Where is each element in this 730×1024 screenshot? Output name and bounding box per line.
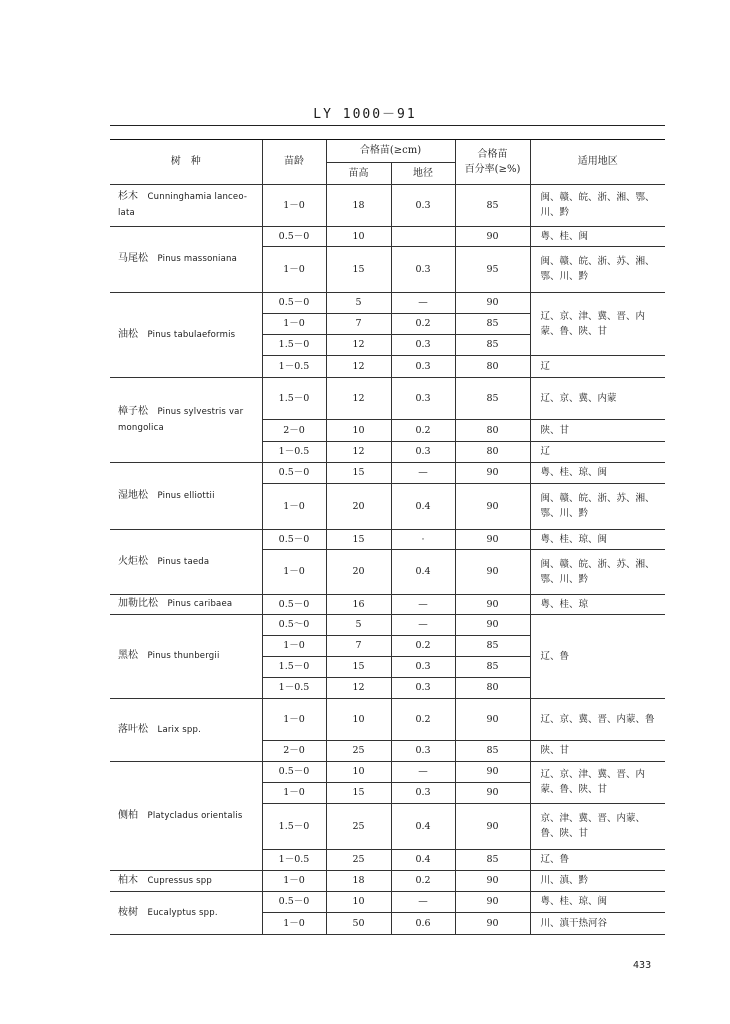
diameter-cell: 0.2 xyxy=(391,870,455,891)
diameter-cell: 0.4 xyxy=(391,483,455,529)
age-cell: 1.5－0 xyxy=(262,656,326,677)
percent-cell: 90 xyxy=(455,698,530,740)
age-cell: 0.5－0 xyxy=(262,226,326,246)
age-cell: 1－0 xyxy=(262,549,326,594)
diameter-cell xyxy=(391,226,455,246)
area-cell: 闽、赣、皖、浙、苏、湘、鄂、川、黔 xyxy=(530,246,665,292)
age-cell: 1.5－0 xyxy=(262,334,326,355)
col-height: 苗高 xyxy=(326,162,391,184)
height-cell: 15 xyxy=(326,656,391,677)
species-cell: 柏木 Cupressus spp xyxy=(110,870,262,891)
percent-cell: 90 xyxy=(455,870,530,891)
percent-cell: 85 xyxy=(455,377,530,419)
percent-cell: 90 xyxy=(455,529,530,549)
height-cell: 7 xyxy=(326,313,391,334)
diameter-cell: — xyxy=(391,594,455,614)
diameter-cell: 0.6 xyxy=(391,912,455,934)
diameter-cell: 0.3 xyxy=(391,782,455,803)
percent-cell: 95 xyxy=(455,246,530,292)
height-cell: 12 xyxy=(326,677,391,698)
diameter-cell: — xyxy=(391,761,455,782)
percent-cell: 85 xyxy=(455,740,530,761)
area-cell: 陕、甘 xyxy=(530,419,665,441)
species-cell: 油松 Pinus tabulaeformis xyxy=(110,292,262,377)
height-cell: 18 xyxy=(326,184,391,226)
area-cell: 闽、赣、皖、浙、湘、鄂、川、黔 xyxy=(530,184,665,226)
height-cell: 50 xyxy=(326,912,391,934)
table-row xyxy=(110,462,665,483)
height-cell: 15 xyxy=(326,529,391,549)
col-area: 适用地区 xyxy=(530,140,665,184)
age-cell: 1－0 xyxy=(262,184,326,226)
table-row xyxy=(110,226,665,246)
age-cell: 0.5－0 xyxy=(262,594,326,614)
area-cell: 闽、赣、皖、浙、苏、湘、鄂、川、黔 xyxy=(530,549,665,594)
area-cell: 辽、鲁 xyxy=(530,614,665,698)
height-cell: 25 xyxy=(326,849,391,870)
height-cell: 25 xyxy=(326,803,391,849)
area-cell: 粤、桂、闽 xyxy=(530,226,665,246)
table-row xyxy=(110,377,665,419)
percent-cell: 85 xyxy=(455,313,530,334)
col-qualified-group: 合格苗(≥cm) xyxy=(326,140,455,162)
species-cell: 加勒比松 Pinus caribaea xyxy=(110,594,262,614)
diameter-cell: 0.3 xyxy=(391,355,455,377)
table-row xyxy=(110,870,665,891)
standard-code-header: LY 1000－91 xyxy=(313,107,417,122)
diameter-cell: 0.2 xyxy=(391,313,455,334)
height-cell: 16 xyxy=(326,594,391,614)
percent-cell: 80 xyxy=(455,355,530,377)
diameter-cell: 0.4 xyxy=(391,849,455,870)
diameter-cell: 0.2 xyxy=(391,419,455,441)
area-cell: 辽 xyxy=(530,355,665,377)
area-cell: 辽、京、冀、内蒙 xyxy=(530,377,665,419)
height-cell: 15 xyxy=(326,782,391,803)
age-cell: 1－0 xyxy=(262,246,326,292)
height-cell: 10 xyxy=(326,698,391,740)
percent-cell: 85 xyxy=(455,656,530,677)
species-cell: 落叶松 Larix spp. xyxy=(110,698,262,761)
diameter-cell: · xyxy=(391,529,455,549)
diameter-cell: — xyxy=(391,462,455,483)
diameter-cell: 0.3 xyxy=(391,740,455,761)
species-cell: 桉树 Eucalyptus spp. xyxy=(110,891,262,934)
age-cell: 1.5－0 xyxy=(262,377,326,419)
seedling-standard-table xyxy=(110,140,665,935)
area-cell: 陕、甘 xyxy=(530,740,665,761)
diameter-cell: 0.4 xyxy=(391,803,455,849)
diameter-cell: 0.3 xyxy=(391,184,455,226)
percent-cell: 90 xyxy=(455,226,530,246)
age-cell: 1－0.5 xyxy=(262,441,326,462)
area-cell: 川、滇干热河谷 xyxy=(530,912,665,934)
height-cell: 7 xyxy=(326,635,391,656)
age-cell: 1－0.5 xyxy=(262,355,326,377)
page-number: 433 xyxy=(633,960,652,971)
col-percent-line2: 百分率(≥%) xyxy=(464,163,521,175)
area-cell: 粤、桂、琼 xyxy=(530,594,665,614)
percent-cell: 90 xyxy=(455,891,530,912)
diameter-cell: — xyxy=(391,891,455,912)
table-row xyxy=(110,184,665,226)
height-cell: 10 xyxy=(326,761,391,782)
percent-cell: 90 xyxy=(455,761,530,782)
age-cell: 1－0 xyxy=(262,782,326,803)
diameter-cell: 0.4 xyxy=(391,549,455,594)
height-cell: 5 xyxy=(326,292,391,313)
table-row xyxy=(110,614,665,635)
height-cell: 12 xyxy=(326,355,391,377)
col-percent xyxy=(455,140,530,184)
area-cell: 辽、京、津、冀、晋、内蒙、鲁、陕、甘 xyxy=(530,292,665,355)
area-cell: 京、津、冀、晋、内蒙、鲁、陕、甘 xyxy=(530,803,665,849)
table-row xyxy=(110,529,665,549)
age-cell: 1.5－0 xyxy=(262,803,326,849)
diameter-cell: 0.3 xyxy=(391,656,455,677)
diameter-cell: — xyxy=(391,614,455,635)
height-cell: 20 xyxy=(326,549,391,594)
height-cell: 5 xyxy=(326,614,391,635)
percent-cell: 90 xyxy=(455,912,530,934)
species-cell: 樟子松 Pinus sylvestris var mongolica xyxy=(110,377,262,462)
height-cell: 12 xyxy=(326,334,391,355)
height-cell: 10 xyxy=(326,419,391,441)
age-cell: 2－0 xyxy=(262,419,326,441)
species-cell: 黑松 Pinus thunbergii xyxy=(110,614,262,698)
species-cell: 侧柏 Platycladus orientalis xyxy=(110,761,262,870)
percent-cell: 85 xyxy=(455,849,530,870)
diameter-cell: 0.3 xyxy=(391,377,455,419)
age-cell: 1－0 xyxy=(262,912,326,934)
diameter-cell: 0.3 xyxy=(391,677,455,698)
height-cell: 18 xyxy=(326,870,391,891)
diameter-cell: 0.2 xyxy=(391,698,455,740)
age-cell: 2－0 xyxy=(262,740,326,761)
area-cell: 辽、京、津、冀、晋、内蒙、鲁、陕、甘 xyxy=(530,761,665,803)
diameter-cell: — xyxy=(391,292,455,313)
table-row xyxy=(110,891,665,912)
percent-cell: 90 xyxy=(455,292,530,313)
age-cell: 1－0 xyxy=(262,635,326,656)
percent-cell: 90 xyxy=(455,614,530,635)
species-cell: 马尾松 Pinus massoniana xyxy=(110,226,262,292)
age-cell: 0.5～0 xyxy=(262,614,326,635)
percent-cell: 85 xyxy=(455,635,530,656)
age-cell: 0.5－0 xyxy=(262,292,326,313)
age-cell: 1－0.5 xyxy=(262,677,326,698)
age-cell: 0.5－0 xyxy=(262,462,326,483)
table-row xyxy=(110,292,665,313)
percent-cell: 90 xyxy=(455,483,530,529)
diameter-cell: 0.3 xyxy=(391,441,455,462)
height-cell: 12 xyxy=(326,377,391,419)
species-cell: 火炬松 Pinus taeda xyxy=(110,529,262,594)
percent-cell: 80 xyxy=(455,441,530,462)
height-cell: 25 xyxy=(326,740,391,761)
diameter-cell: 0.2 xyxy=(391,635,455,656)
age-cell: 0.5－0 xyxy=(262,761,326,782)
species-cell: 杉木 Cunninghamia lanceo-lata xyxy=(110,184,262,226)
species-cell: 湿地松 Pinus elliottii xyxy=(110,462,262,529)
height-cell: 12 xyxy=(326,441,391,462)
height-cell: 15 xyxy=(326,246,391,292)
age-cell: 1－0.5 xyxy=(262,849,326,870)
table-row xyxy=(110,761,665,782)
area-cell: 粤、桂、琼、闽 xyxy=(530,462,665,483)
col-species: 树 种 xyxy=(110,140,262,184)
percent-cell: 90 xyxy=(455,594,530,614)
percent-cell: 90 xyxy=(455,803,530,849)
col-diameter: 地径 xyxy=(391,162,455,184)
height-cell: 10 xyxy=(326,226,391,246)
height-cell: 15 xyxy=(326,462,391,483)
area-cell: 粤、桂、琼、闽 xyxy=(530,529,665,549)
col-percent-line1: 合格苗 xyxy=(477,148,508,160)
age-cell: 0.5－0 xyxy=(262,529,326,549)
diameter-cell: 0.3 xyxy=(391,246,455,292)
area-cell: 粤、桂、琼、闽 xyxy=(530,891,665,912)
percent-cell: 90 xyxy=(455,782,530,803)
table-row xyxy=(110,698,665,740)
age-cell: 1－0 xyxy=(262,483,326,529)
percent-cell: 80 xyxy=(455,677,530,698)
height-cell: 10 xyxy=(326,891,391,912)
percent-cell: 90 xyxy=(455,462,530,483)
area-cell: 辽 xyxy=(530,441,665,462)
area-cell: 闽、赣、皖、浙、苏、湘、鄂、川、黔 xyxy=(530,483,665,529)
header-rule-thin xyxy=(110,125,665,126)
percent-cell: 85 xyxy=(455,334,530,355)
age-cell: 0.5－0 xyxy=(262,891,326,912)
diameter-cell: 0.3 xyxy=(391,334,455,355)
height-cell: 20 xyxy=(326,483,391,529)
age-cell: 1－0 xyxy=(262,870,326,891)
area-cell: 川、滇、黔 xyxy=(530,870,665,891)
table-row xyxy=(110,594,665,614)
percent-cell: 90 xyxy=(455,549,530,594)
age-cell: 1－0 xyxy=(262,698,326,740)
area-cell: 辽、鲁 xyxy=(530,849,665,870)
age-cell: 1－0 xyxy=(262,313,326,334)
col-age: 苗龄 xyxy=(262,140,326,184)
area-cell: 辽、京、冀、晋、内蒙、鲁 xyxy=(530,698,665,740)
percent-cell: 80 xyxy=(455,419,530,441)
percent-cell: 85 xyxy=(455,184,530,226)
